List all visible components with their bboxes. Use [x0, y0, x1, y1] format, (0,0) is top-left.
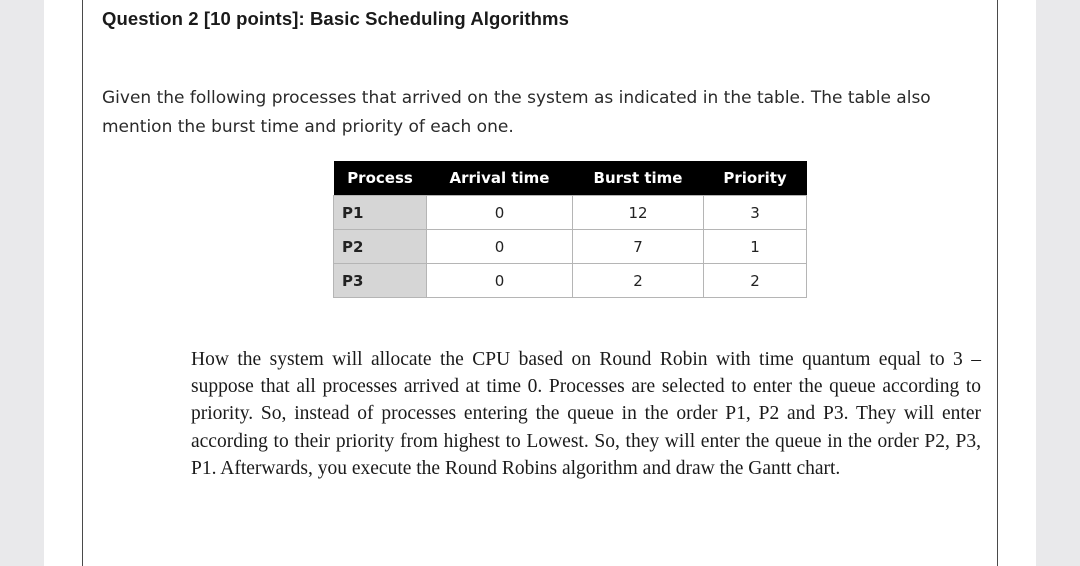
instructions-paragraph: How the system will allocate the CPU based on Round Robin with time quantum equal to 3 – suppose that all processes arrived at time 0. Processes are selected to enter the queue according to priority. So, instead of processes entering the queue in the order P1, P2 and P3. They will enter according to their priority from highest to Lowest. So, they will enter the queue in the order P2, P3, P1. Afterwards, you execute the Round Robins algorithm and draw the Gantt chart. [191, 349, 981, 479]
table-row [334, 264, 807, 298]
cell-priority: 2 [704, 264, 807, 298]
table-row [334, 230, 807, 264]
header-priority: Priority [704, 161, 807, 196]
cell-arrival-time: 0 [427, 264, 573, 298]
header-burst-time: Burst time [573, 161, 704, 196]
cell-burst-time: 12 [573, 196, 704, 230]
cell-process: P2 [334, 230, 427, 264]
question-title: Question 2 [10 points]: Basic Scheduling Algorithms [102, 8, 569, 29]
cell-burst-time: 2 [573, 264, 704, 298]
question-intro: Given the following processes that arrived on the system as indicated in the table. The table also mention the burst time and priority of each one. [102, 88, 931, 137]
table-header-row [334, 161, 807, 196]
table-row [334, 196, 807, 230]
header-arrival-time: Arrival time [427, 161, 573, 196]
page-border-left [82, 0, 83, 566]
cell-process: P3 [334, 264, 427, 298]
header-process: Process [334, 161, 427, 196]
process-table [333, 161, 807, 298]
page-border-right [997, 0, 998, 566]
cell-priority: 3 [704, 196, 807, 230]
cell-burst-time: 7 [573, 230, 704, 264]
cell-arrival-time: 0 [427, 196, 573, 230]
cell-arrival-time: 0 [427, 230, 573, 264]
cell-process: P1 [334, 196, 427, 230]
cell-priority: 1 [704, 230, 807, 264]
